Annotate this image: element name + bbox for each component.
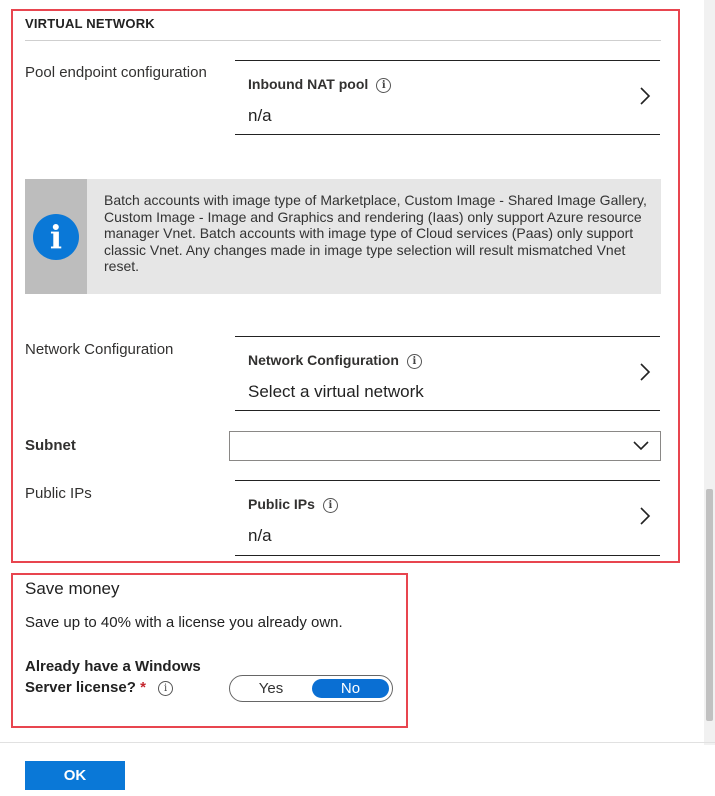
info-banner — [25, 179, 661, 294]
info-banner-icon-area — [25, 179, 87, 294]
footer-divider — [0, 742, 715, 743]
chevron-right-icon — [636, 505, 654, 527]
subnet-label: Subnet — [25, 437, 76, 454]
subnet-dropdown[interactable] — [229, 431, 661, 461]
network-configuration-title-text: Network Configuration — [248, 352, 399, 368]
pool-endpoint-label: Pool endpoint configuration — [25, 64, 207, 81]
toggle-option-no[interactable]: No — [312, 679, 389, 698]
public-ips-title-text: Public IPs — [248, 496, 315, 512]
inbound-nat-pool-title — [248, 76, 391, 93]
license-question-line1: Already have a Windows — [25, 658, 201, 675]
toggle-option-yes[interactable]: Yes — [258, 680, 284, 697]
inbound-nat-pool-title-text: Inbound NAT pool — [248, 76, 369, 92]
section-header-virtual-network: VIRTUAL NETWORK — [25, 16, 155, 31]
network-configuration-value: Select a virtual network — [248, 382, 424, 401]
scrollbar-thumb[interactable] — [706, 489, 713, 721]
network-configuration-blade[interactable] — [235, 336, 660, 411]
public-ips-title — [248, 496, 338, 513]
info-banner-text: Batch accounts with image type of Marketplace, Custom Image - Shared Image Gallery, Custom Image - Image and Graphics and rendering (Iaas) only support Azure resource manager Vnet. Batch accounts with image type of Cloud services (Paas) only support classic Vnet. Any changes made in image type selection will result mismatched Vnet reset. — [104, 192, 647, 275]
info-icon[interactable]: i — [407, 354, 422, 369]
license-question-line2-row — [25, 677, 201, 698]
chevron-down-icon — [632, 440, 650, 452]
network-configuration-label: Network Configuration — [25, 341, 174, 358]
license-toggle[interactable] — [229, 675, 393, 702]
license-question-line2: Server license? — [25, 679, 136, 696]
save-money-title: Save money — [25, 579, 120, 598]
chevron-right-icon — [636, 85, 654, 107]
inbound-nat-pool-value: n/a — [248, 106, 272, 125]
inbound-nat-pool-blade[interactable] — [235, 60, 660, 135]
network-configuration-title — [248, 352, 422, 369]
info-icon[interactable]: i — [376, 78, 391, 93]
chevron-right-icon — [636, 361, 654, 383]
public-ips-blade[interactable] — [235, 480, 660, 556]
required-marker: * — [140, 679, 146, 696]
info-circle-icon: i — [33, 214, 79, 260]
ok-button[interactable]: OK — [25, 761, 125, 790]
info-icon[interactable]: i — [323, 498, 338, 513]
info-icon[interactable]: i — [158, 681, 173, 696]
public-ips-value: n/a — [248, 526, 272, 545]
public-ips-label: Public IPs — [25, 485, 92, 502]
license-question-label — [25, 656, 201, 698]
save-money-description: Save up to 40% with a license you already own. — [25, 614, 343, 631]
section-divider — [25, 40, 661, 41]
